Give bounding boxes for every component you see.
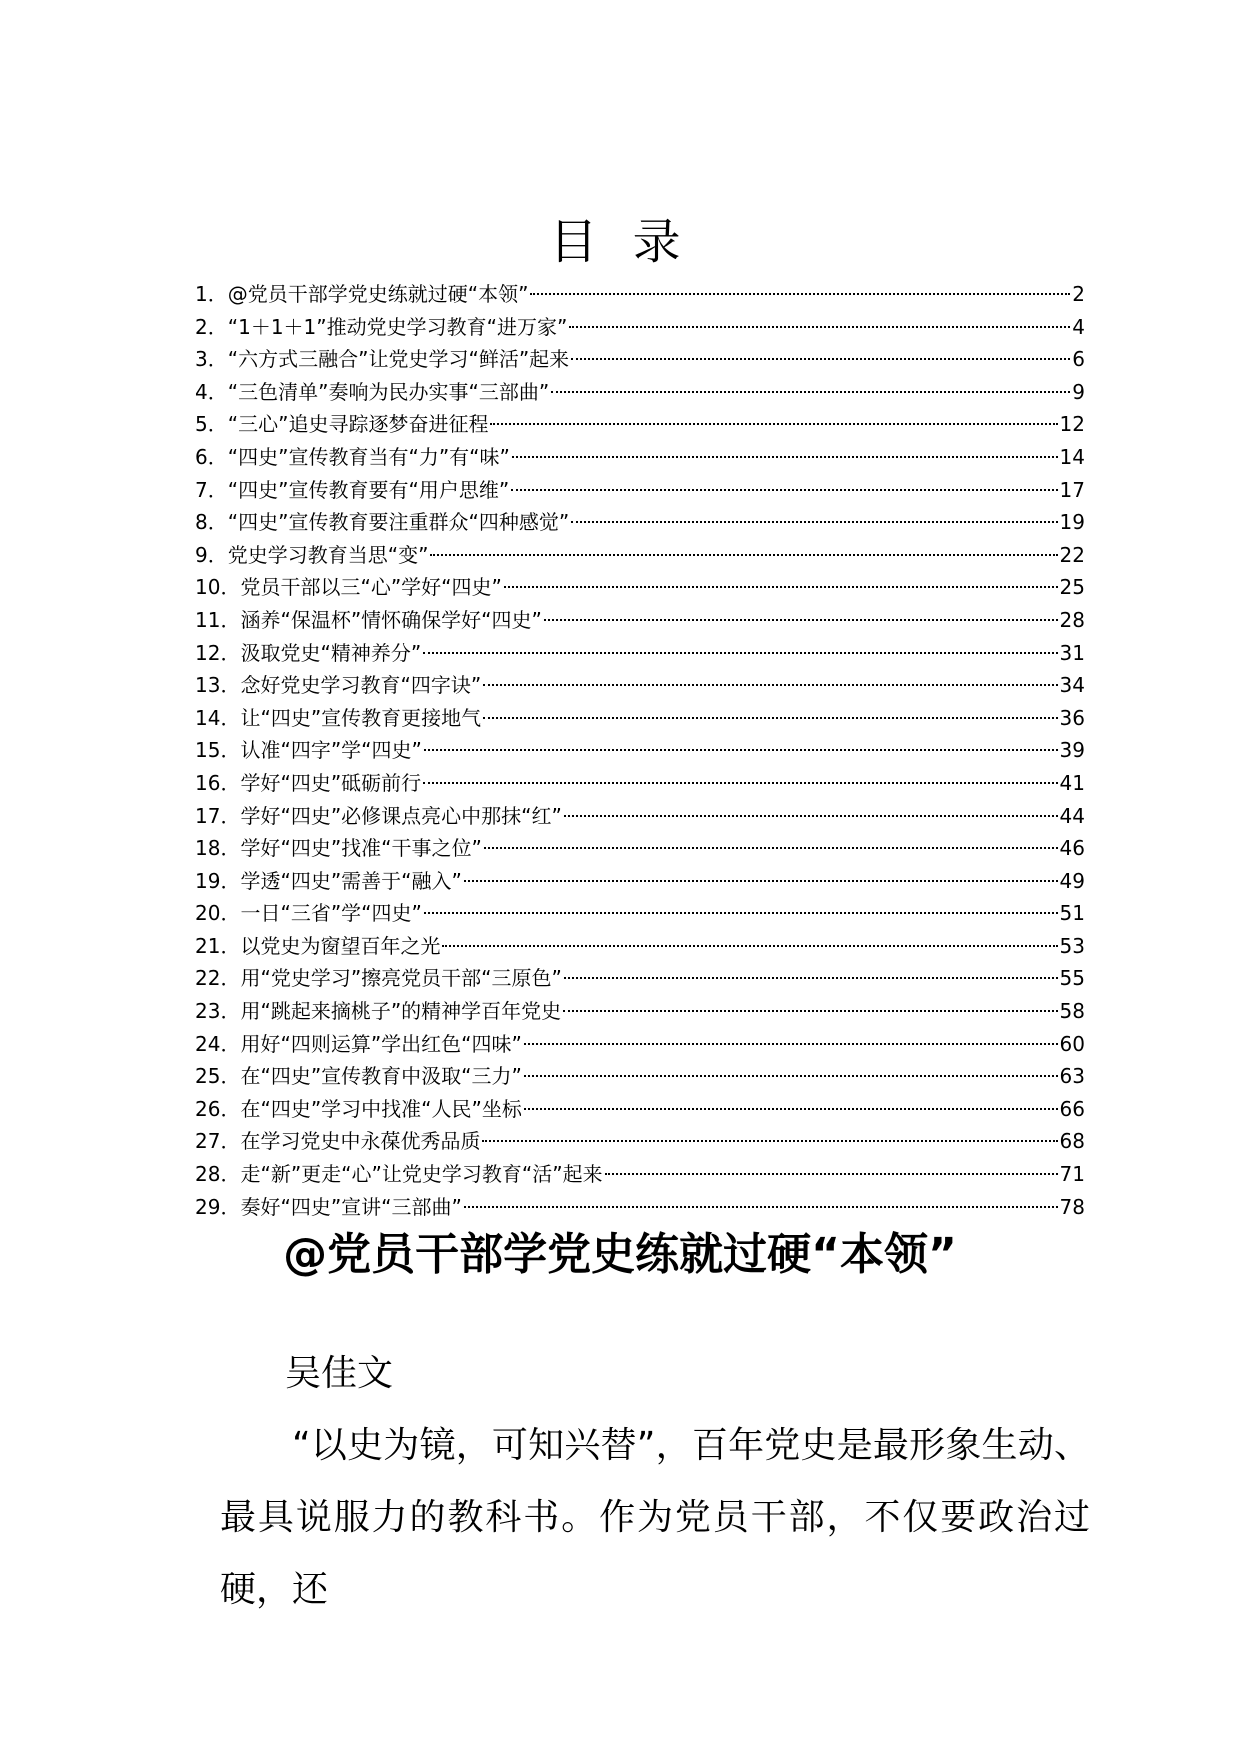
toc-entry-number: 10． bbox=[195, 575, 241, 600]
toc-entry[interactable] bbox=[195, 1158, 1085, 1191]
toc-entry-number: 18． bbox=[195, 836, 241, 861]
article-paragraph: “以史为镜，可知兴替”，百年党史是最形象生动、最具说服力的教科书。作为党员干部，不仅要政治过硬，还 bbox=[220, 1425, 1090, 1610]
toc-entry-title: “四史”宣传教育当有“力”有“味” bbox=[227, 444, 510, 469]
article-title: @党员干部学党史练就过硬“本领” bbox=[283, 1229, 957, 1280]
toc-entry-number: 9． bbox=[195, 542, 228, 567]
toc-dot-leader bbox=[484, 847, 1058, 849]
toc-entry-title: “六方式三融合”让党史学习“鲜活”起来 bbox=[227, 347, 570, 372]
toc-entry-title: 汲取党史“精神养分” bbox=[240, 640, 422, 665]
toc-entry[interactable] bbox=[195, 767, 1085, 800]
toc-dot-leader bbox=[442, 945, 1057, 947]
toc-dot-leader bbox=[424, 912, 1058, 914]
toc-entry[interactable] bbox=[195, 506, 1085, 539]
toc-dot-leader bbox=[564, 977, 1058, 979]
toc-entry-number: 14． bbox=[195, 705, 241, 730]
toc-entry-title: “三心”追史寻踪逐梦奋进征程 bbox=[227, 412, 489, 437]
toc-entry-number: 15． bbox=[195, 738, 241, 763]
toc-entry-title: 奏好“四史”宣讲“三部曲” bbox=[240, 1194, 462, 1219]
toc-entry[interactable] bbox=[195, 408, 1085, 441]
toc-entry-number: 6． bbox=[195, 444, 228, 469]
toc-entry[interactable] bbox=[195, 734, 1085, 767]
toc-entry-number: 3． bbox=[195, 347, 228, 372]
toc-entry-page: 14 bbox=[1059, 444, 1085, 469]
toc-entry[interactable] bbox=[195, 962, 1085, 995]
toc-entry[interactable] bbox=[195, 539, 1085, 572]
toc-entry[interactable] bbox=[195, 995, 1085, 1028]
toc-entry[interactable] bbox=[195, 311, 1085, 344]
toc-entry-title: 党史学习教育当思“变” bbox=[227, 542, 429, 567]
toc-entry-number: 28． bbox=[195, 1162, 241, 1187]
toc-entry-page: 41 bbox=[1059, 770, 1085, 795]
toc-dot-leader bbox=[544, 619, 1058, 621]
toc-entry-title: 学好“四史”砥砺前行 bbox=[240, 770, 422, 795]
toc-entry[interactable] bbox=[195, 637, 1085, 670]
toc-entry[interactable] bbox=[195, 865, 1085, 898]
toc-entry-page: 68 bbox=[1059, 1129, 1085, 1154]
toc-dot-leader bbox=[569, 326, 1070, 328]
toc-dot-leader bbox=[430, 554, 1057, 556]
toc-entry-number: 12． bbox=[195, 640, 241, 665]
toc-dot-leader bbox=[490, 423, 1057, 425]
toc-entry-title: 学好“四史”找准“干事之位” bbox=[240, 836, 482, 861]
toc-dot-leader bbox=[563, 1010, 1057, 1012]
toc-entry[interactable] bbox=[195, 1191, 1085, 1224]
toc-entry[interactable] bbox=[195, 1060, 1085, 1093]
toc-dot-leader bbox=[483, 684, 1057, 686]
toc-entry[interactable] bbox=[195, 930, 1085, 963]
toc-dot-leader bbox=[512, 456, 1058, 458]
toc-list bbox=[195, 278, 1085, 1223]
toc-entry-page: 51 bbox=[1059, 901, 1085, 926]
toc-entry-title: “四史”宣传教育要有“用户思维” bbox=[227, 477, 510, 502]
toc-dot-leader bbox=[464, 1206, 1058, 1208]
toc-dot-leader bbox=[511, 489, 1057, 491]
toc-entry-number: 22． bbox=[195, 966, 241, 991]
toc-entry[interactable] bbox=[195, 897, 1085, 930]
toc-entry-number: 23． bbox=[195, 999, 241, 1024]
toc-dot-leader bbox=[524, 1075, 1058, 1077]
toc-entry[interactable] bbox=[195, 832, 1085, 865]
toc-entry-title: 一日“三省”学“四史” bbox=[240, 901, 422, 926]
toc-entry-number: 7． bbox=[195, 477, 228, 502]
toc-entry-page: 49 bbox=[1059, 868, 1085, 893]
toc-entry-title: 在学习党史中永葆优秀品质 bbox=[240, 1129, 481, 1154]
toc-entry[interactable] bbox=[195, 278, 1085, 311]
toc-dot-leader bbox=[571, 521, 1057, 523]
toc-entry[interactable] bbox=[195, 1125, 1085, 1158]
toc-entry-title: 学透“四史”需善于“融入” bbox=[240, 868, 462, 893]
toc-entry-page: 36 bbox=[1059, 705, 1085, 730]
toc-entry-title: “四史”宣传教育要注重群众“四种感觉” bbox=[227, 510, 570, 535]
toc-entry-number: 20． bbox=[195, 901, 241, 926]
toc-entry[interactable] bbox=[195, 800, 1085, 833]
toc-entry-title: @党员干部学党史练就过硬“本领” bbox=[227, 282, 529, 306]
toc-entry[interactable] bbox=[195, 343, 1085, 376]
toc-entry-page: 39 bbox=[1059, 738, 1085, 763]
toc-entry-number: 25． bbox=[195, 1064, 241, 1089]
toc-entry-number: 5． bbox=[195, 412, 228, 437]
toc-dot-leader bbox=[464, 880, 1058, 882]
toc-entry[interactable] bbox=[195, 604, 1085, 637]
toc-entry-title: 在“四史”宣传教育中汲取“三力” bbox=[240, 1064, 522, 1089]
toc-entry-page: 53 bbox=[1059, 933, 1085, 958]
toc-entry[interactable] bbox=[195, 571, 1085, 604]
toc-entry-title: 涵养“保温杯”情怀确保学好“四史” bbox=[240, 607, 542, 632]
toc-entry-number: 8． bbox=[195, 510, 228, 535]
toc-dot-leader bbox=[605, 1173, 1058, 1175]
toc-entry-title: 让“四史”宣传教育更接地气 bbox=[240, 705, 482, 730]
toc-entry-number: 11． bbox=[195, 607, 241, 632]
toc-entry-title: 用“跳起来摘桃子”的精神学百年党史 bbox=[240, 999, 562, 1024]
toc-entry[interactable] bbox=[195, 702, 1085, 735]
toc-dot-leader bbox=[571, 358, 1070, 360]
toc-entry-number: 4． bbox=[195, 379, 228, 404]
toc-entry-number: 19． bbox=[195, 868, 241, 893]
toc-entry-page: 22 bbox=[1059, 542, 1085, 567]
toc-entry-page: 25 bbox=[1059, 575, 1085, 600]
toc-entry-page: 78 bbox=[1059, 1194, 1085, 1219]
toc-dot-leader bbox=[530, 293, 1070, 295]
article-author: 吴佳文 bbox=[285, 1353, 394, 1394]
toc-entry-page: 63 bbox=[1059, 1064, 1085, 1089]
toc-entry-title: 念好党史学习教育“四字诀” bbox=[240, 673, 482, 698]
toc-entry-number: 29． bbox=[195, 1194, 241, 1219]
toc-entry-title: 以党史为窗望百年之光 bbox=[240, 933, 441, 958]
toc-dot-leader bbox=[524, 1108, 1058, 1110]
toc-entry-number: 2． bbox=[195, 314, 228, 339]
toc-entry-page: 17 bbox=[1059, 477, 1085, 502]
toc-dot-leader bbox=[423, 652, 1057, 654]
toc-entry[interactable] bbox=[195, 474, 1085, 507]
toc-dot-leader bbox=[564, 815, 1058, 817]
toc-entry[interactable] bbox=[195, 1093, 1085, 1126]
toc-entry[interactable] bbox=[195, 376, 1085, 409]
toc-entry-page: 19 bbox=[1059, 510, 1085, 535]
toc-entry-page: 31 bbox=[1059, 640, 1085, 665]
toc-entry[interactable] bbox=[195, 441, 1085, 474]
toc-entry-page: 6 bbox=[1072, 347, 1085, 372]
toc-entry-page: 12 bbox=[1059, 412, 1085, 437]
toc-entry-page: 66 bbox=[1059, 1096, 1085, 1121]
toc-dot-leader bbox=[424, 749, 1058, 751]
toc-entry-title: “1＋1＋1”推动党史学习教育“进万家” bbox=[227, 314, 568, 339]
toc-entry-number: 16． bbox=[195, 770, 241, 795]
toc-entry[interactable] bbox=[195, 669, 1085, 702]
toc-entry-page: 55 bbox=[1059, 966, 1085, 991]
toc-entry-title: 用“党史学习”擦亮党员干部“三原色” bbox=[240, 966, 562, 991]
toc-entry-title: 走“新”更走“心”让党史学习教育“活”起来 bbox=[240, 1162, 603, 1187]
toc-entry-number: 21． bbox=[195, 933, 241, 958]
toc-entry[interactable] bbox=[195, 1028, 1085, 1061]
toc-entry-title: 在“四史”学习中找准“人民”坐标 bbox=[240, 1096, 522, 1121]
toc-entry-title: 用好“四则运算”学出红色“四味” bbox=[240, 1031, 522, 1056]
toc-entry-page: 46 bbox=[1059, 836, 1085, 861]
toc-title: 目 录 bbox=[549, 214, 691, 270]
toc-entry-page: 28 bbox=[1059, 607, 1085, 632]
toc-entry-page: 60 bbox=[1059, 1031, 1085, 1056]
toc-entry-page: 44 bbox=[1059, 803, 1085, 828]
toc-entry-number: 13． bbox=[195, 673, 241, 698]
toc-dot-leader bbox=[482, 1140, 1057, 1142]
toc-entry-number: 17． bbox=[195, 803, 241, 828]
toc-entry-page: 2 bbox=[1072, 282, 1085, 306]
toc-entry-page: 58 bbox=[1059, 999, 1085, 1024]
toc-entry-title: “三色清单”奏响为民办实事“三部曲” bbox=[227, 379, 550, 404]
toc-entry-number: 1． bbox=[195, 282, 228, 306]
toc-entry-title: 党员干部以三“心”学好“四史” bbox=[240, 575, 502, 600]
toc-entry-number: 26． bbox=[195, 1096, 241, 1121]
toc-entry-page: 71 bbox=[1059, 1162, 1085, 1187]
toc-dot-leader bbox=[551, 391, 1070, 393]
toc-entry-page: 34 bbox=[1059, 673, 1085, 698]
toc-entry-title: 认准“四字”学“四史” bbox=[240, 738, 422, 763]
toc-dot-leader bbox=[524, 1043, 1058, 1045]
toc-dot-leader bbox=[483, 717, 1057, 719]
toc-entry-number: 27． bbox=[195, 1129, 241, 1154]
toc-dot-leader bbox=[423, 782, 1057, 784]
toc-entry-title: 学好“四史”必修课点亮心中那抹“红” bbox=[240, 803, 562, 828]
toc-entry-page: 4 bbox=[1072, 314, 1085, 339]
toc-entry-page: 9 bbox=[1072, 379, 1085, 404]
toc-dot-leader bbox=[504, 586, 1058, 588]
toc-entry-number: 24． bbox=[195, 1031, 241, 1056]
